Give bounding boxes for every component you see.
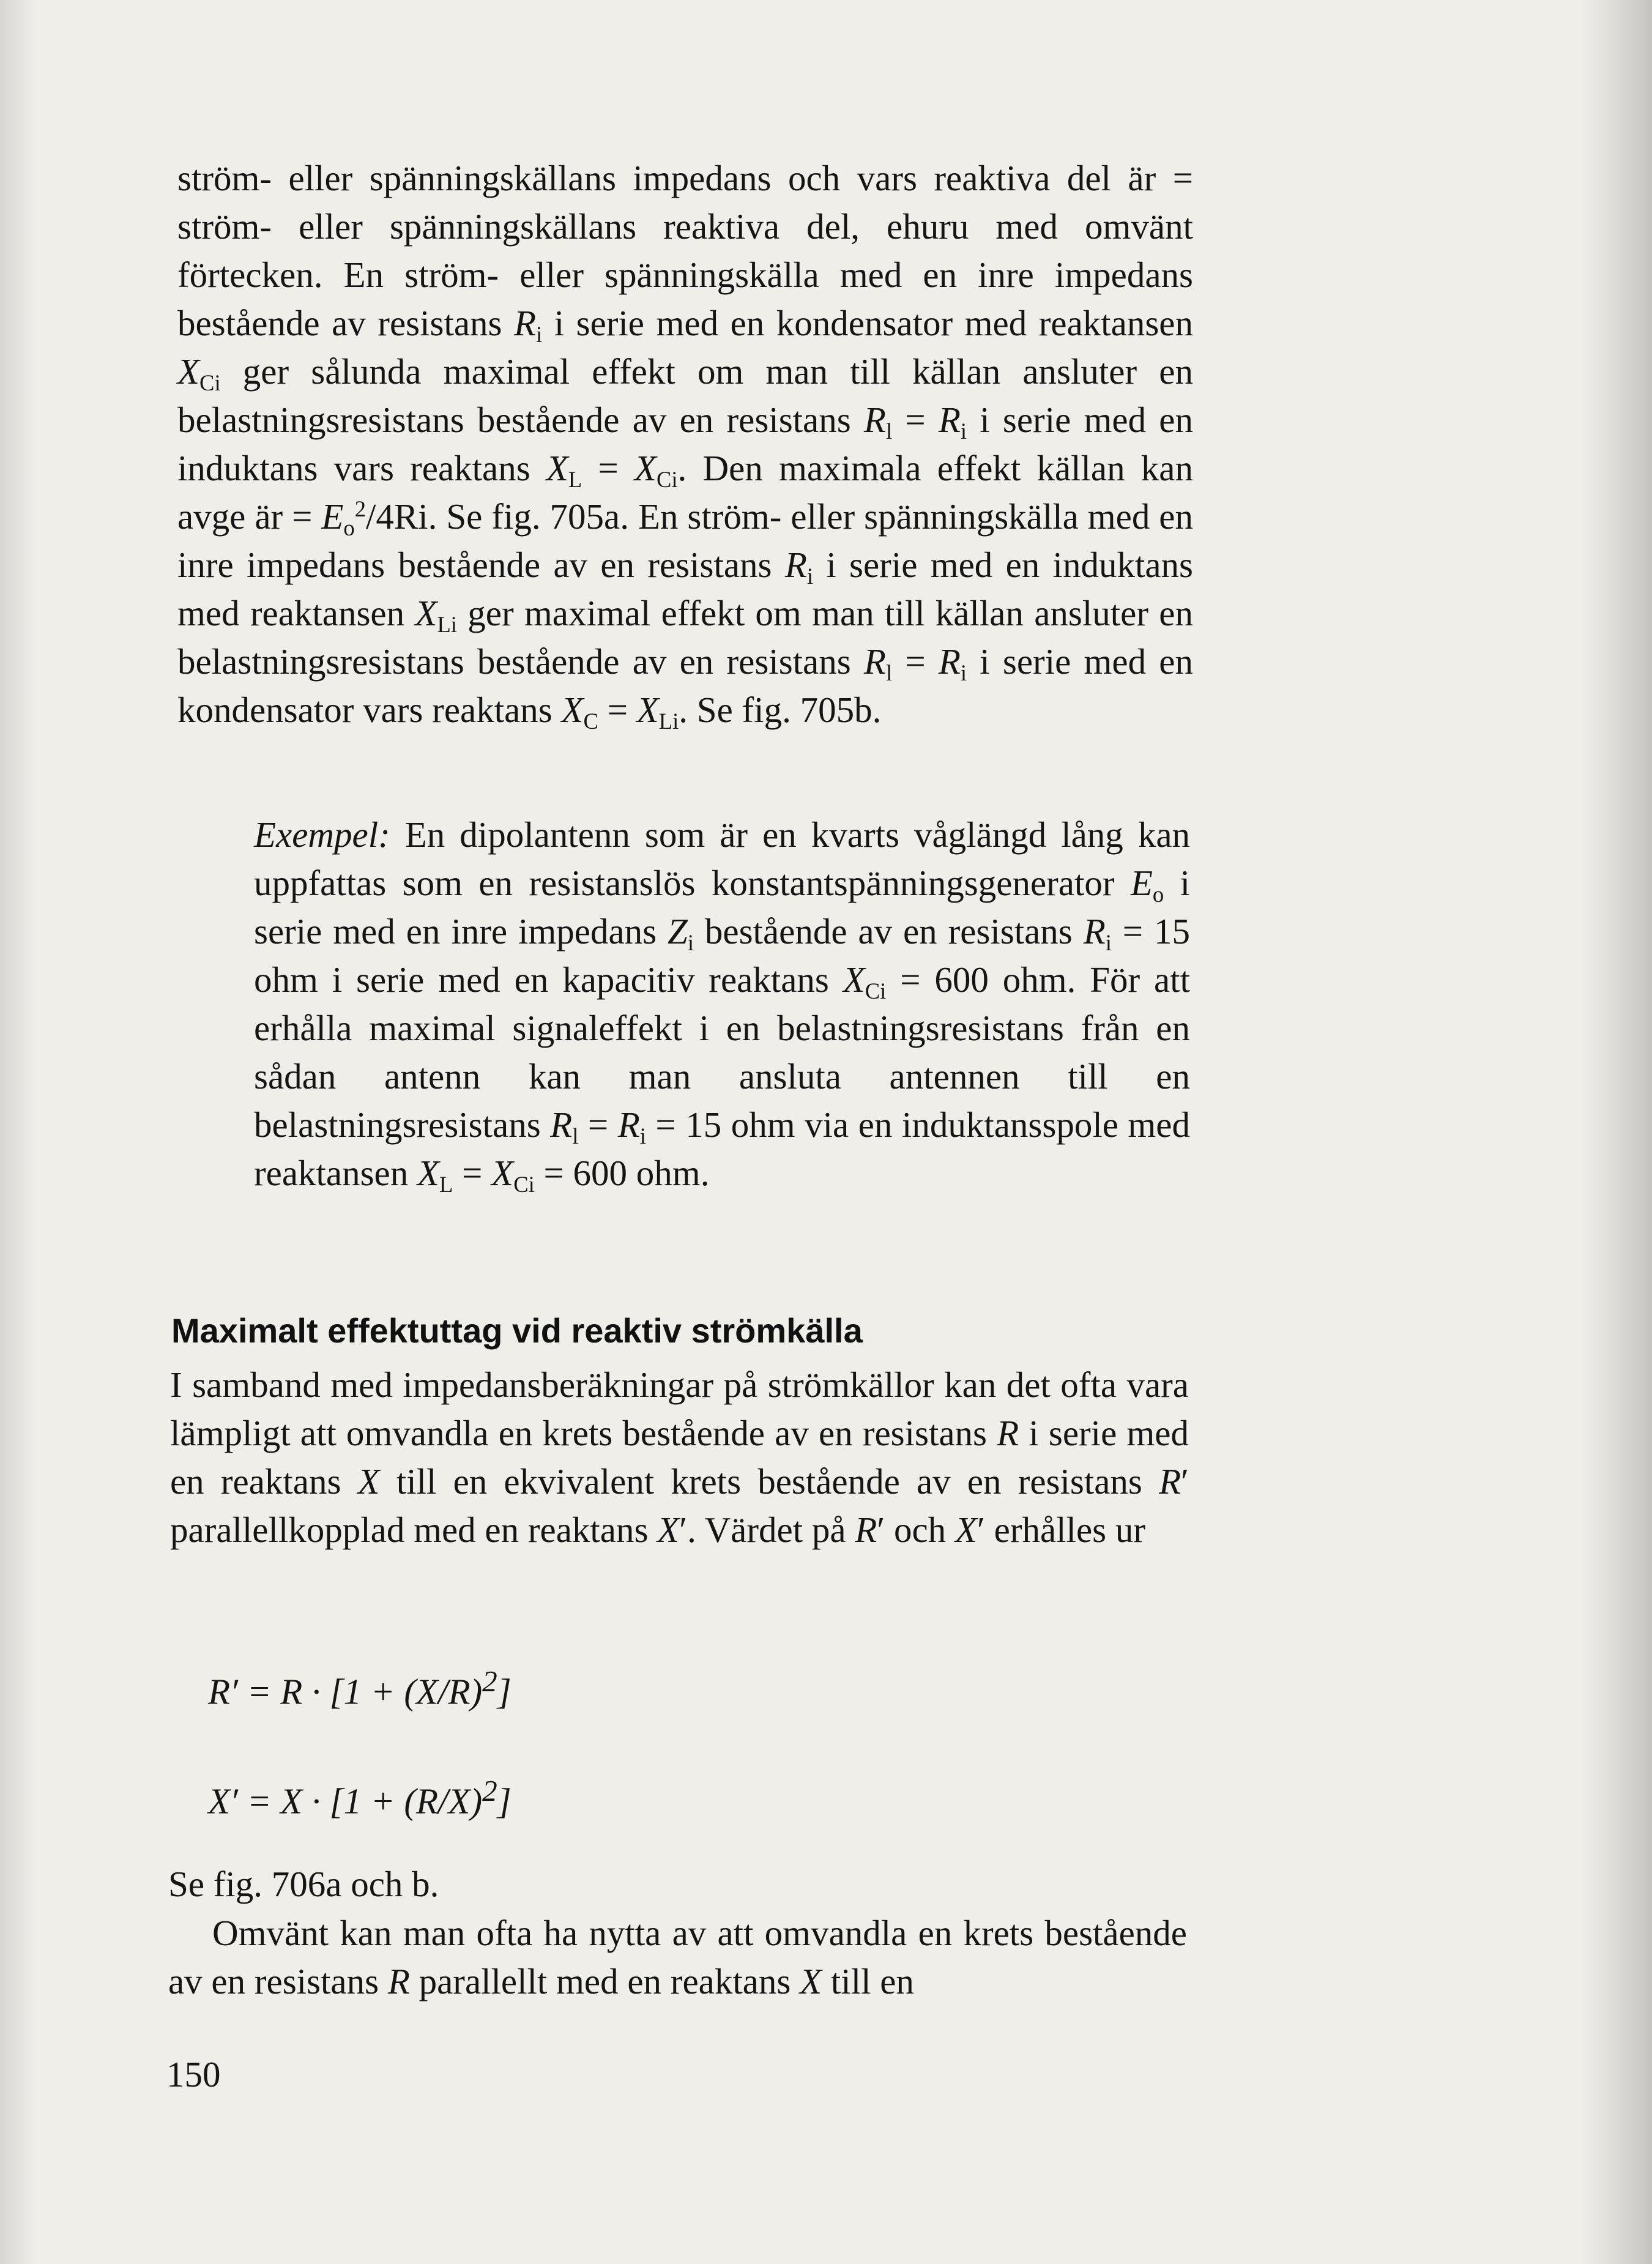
intro-paragraph: ström- eller spänningskällans impedans och vars reaktiva del är = ström- eller spänningskällans reaktiva del, ehuru med omvänt förtecken. En ström- eller spänningskälla med en inre impedans bestående av resistans $R_i$ i serie med en kondensator med reaktansen $X_{Ci}$ ger sålunda maximal effekt om man till källan ansluter en belastningsresistans bestående av en resistans $R_l = R_i$ i serie med en induktans vars reaktans $X_L = X_{Ci}$. Den maximala effekt källan kan avge är = $E_o^2/4Ri$. Se fig. 705a. En ström- eller spänningskälla med en inre impedans bestående av en resistans $R_i$ i serie med en induktans med reaktansen $X_{Li}$ ger maximal effekt om man till källan ansluter en belastningsresistans bestående av en resistans $R_l = R_i$ i serie med en kondensator vars reaktans $X_C = X_{Li}$. Se fig. 705b. [177,158,1193,734]
spine-shadow [1579,0,1652,2264]
figure-reference: Se fig. 706a och b. [168,1864,439,1904]
example-label: Exempel: [254,814,390,855]
section-paragraph-2: Omvänt kan man ofta ha nytta av att omvandla en krets bestående av en resistans R parallellt med en reaktans X till en [168,1913,1187,2001]
section-paragraph-1: I samband med impedansberäkningar på strömkällor kan det ofta vara lämpligt att omvandla en krets bestående av en resistans R i serie med en reaktans X till en ekvivalent krets bestående av en resistans R′ parallellkopplad med en reaktans X′. Värdet på R′ och X′ erhålles ur [170,1365,1189,1550]
left-page-shadow [0,0,37,2264]
formula-x-prime: $X' = X \cdot [1 + (R/X)^2]$ [208,1774,512,1822]
page-number: 150 [166,2054,221,2095]
example-paragraph [254,811,1190,1197]
section-heading: Maximalt effektuttag vid reaktiv strömkälla [171,1311,863,1350]
example-text: En dipolantenn som är en kvarts våglängd lång kan uppfattas som en resistanslös konstantspänningsgenerator $E_o$ i serie med en inre impedans $Z_i$ bestående av en resistans $R_i = 15$ ohm i serie med en kapacitiv reaktans $X_{Ci} = 600$ ohm. För att erhålla maximal signaleffekt i en belastningsresistans från en sådan antenn kan man ansluta antennen till en belastningsresistans $R_l = R_i = 15$ ohm via en induktansspole med reaktansen $X_L = X_{Ci} = 600$ ohm. [254,814,1191,1197]
formula-r-prime: $R' = R \cdot [1 + (X/R)^2]$ [208,1664,512,1712]
